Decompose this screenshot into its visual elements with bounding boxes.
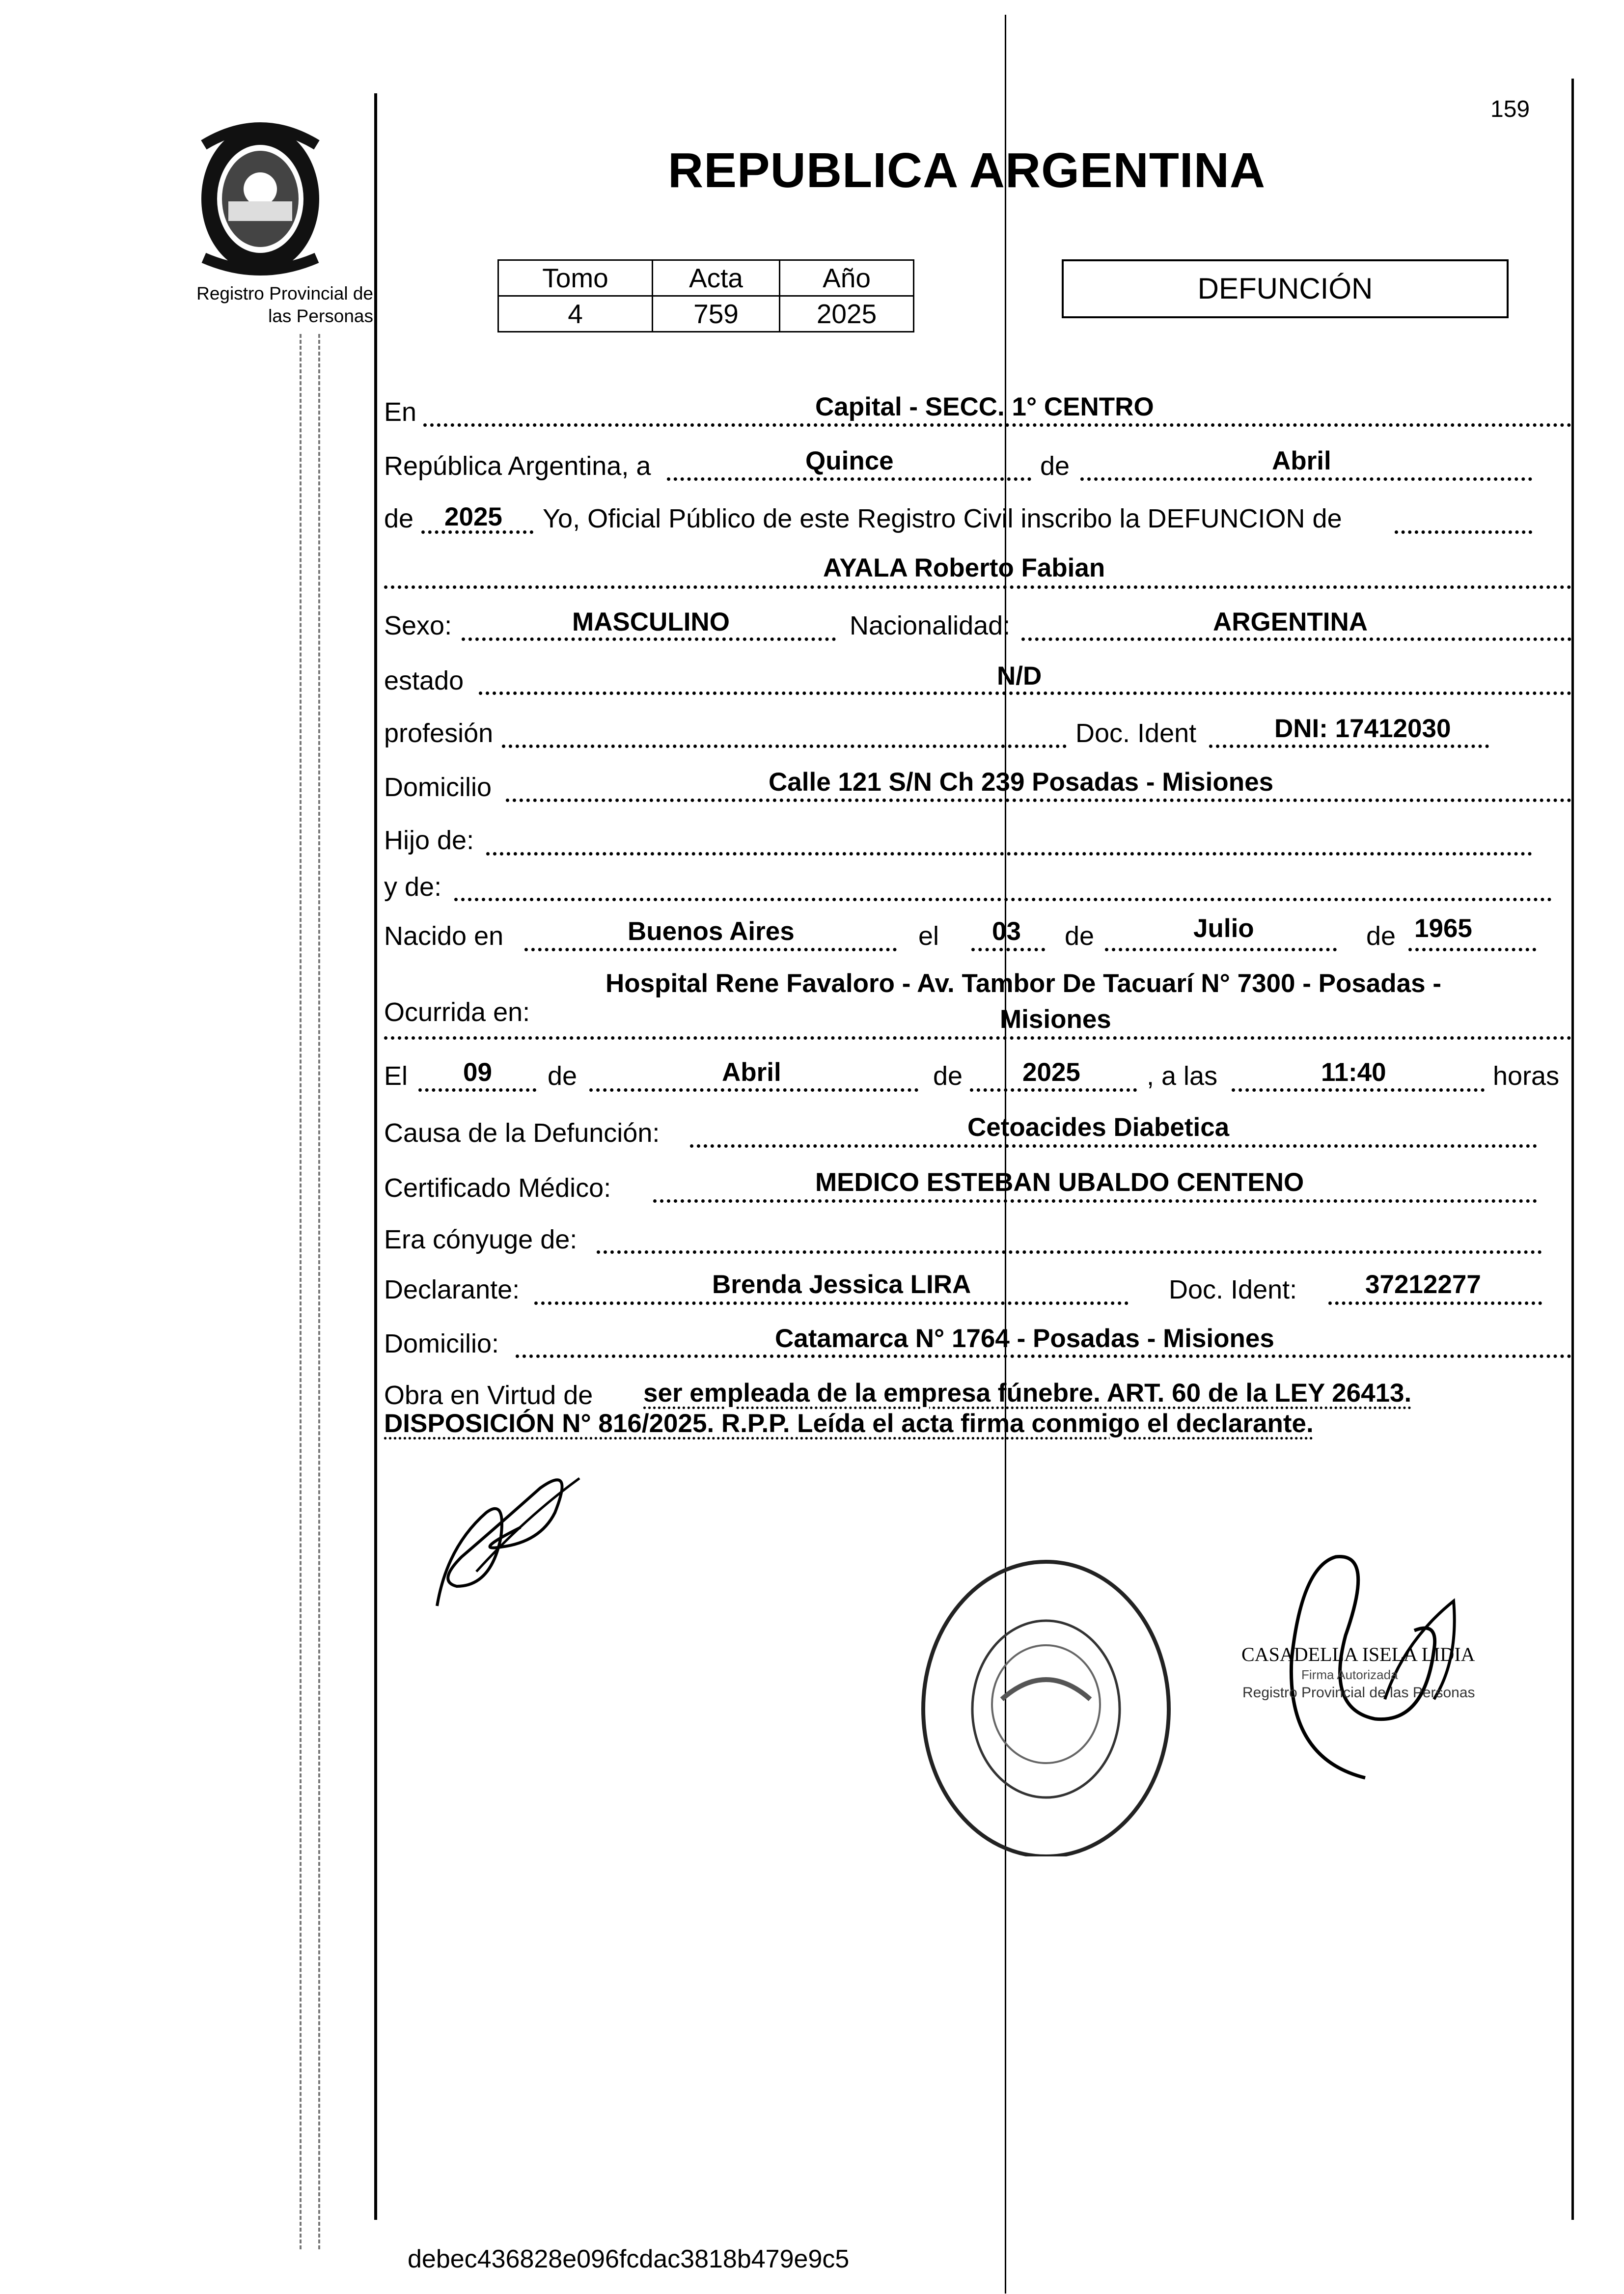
death-day-dotted-line xyxy=(418,1088,536,1092)
death-time-dotted-line xyxy=(1232,1088,1485,1092)
de-label-4: de xyxy=(1366,921,1396,951)
table-value-acta: 759 xyxy=(653,296,780,332)
birth-day-value: 03 xyxy=(992,917,1021,946)
hijo-label: Hijo de: xyxy=(384,826,474,855)
obra-line2: DISPOSICIÓN N° 816/2025. R.P.P. Leída el acta firma conmigo el declarante. xyxy=(384,1409,1314,1438)
conyuge-dotted-line xyxy=(597,1250,1542,1254)
domicilio-dotted-line xyxy=(506,799,1571,802)
estado-value: N/D xyxy=(997,662,1042,691)
causa-value: Cetoacides Diabetica xyxy=(967,1113,1230,1142)
day-dotted-line xyxy=(667,477,1031,481)
right-margin-line xyxy=(1571,79,1574,2220)
domicilio2-label: Domicilio: xyxy=(384,1329,499,1358)
en-label: En xyxy=(384,397,417,427)
signer-name: CASADELLA ISELA LIDIA xyxy=(1241,1643,1475,1665)
doc-dotted-line xyxy=(1209,745,1489,748)
estado-label: estado xyxy=(384,666,464,695)
nacido-label: Nacido en xyxy=(384,921,504,951)
profesion-label: profesión xyxy=(384,719,494,748)
obra-line1: ser empleada de la empresa fúnebre. ART. 60 de la LEY 26413. xyxy=(643,1379,1412,1408)
alas-label: , a las xyxy=(1147,1061,1218,1091)
yde-dotted-line xyxy=(454,898,1552,901)
nacido-dotted-line xyxy=(524,948,897,951)
domicilio2-dotted-line xyxy=(516,1354,1571,1358)
conyuge-label: Era cónyuge de: xyxy=(384,1225,578,1254)
death-time-value: 11:40 xyxy=(1321,1058,1386,1087)
certificado-label: Certificado Médico: xyxy=(384,1173,611,1203)
left-margin-line xyxy=(374,93,377,2220)
ocurrida-dotted-line xyxy=(384,1036,1571,1040)
year-value: 2025 xyxy=(444,502,502,531)
left-dashed-guide-1 xyxy=(300,334,302,2249)
month-dotted-line xyxy=(1080,477,1532,481)
registry-label-line2: las Personas xyxy=(268,306,373,326)
republica-label: República Argentina, a xyxy=(384,451,651,481)
nacionalidad-value: ARGENTINA xyxy=(1213,608,1368,636)
nacido-value: Buenos Aires xyxy=(628,917,795,946)
causa-label: Causa de la Defunción: xyxy=(384,1118,660,1148)
birth-month-dotted-line xyxy=(1105,948,1337,951)
domicilio2-value: Catamarca N° 1764 - Posadas - Misiones xyxy=(775,1324,1274,1353)
doc-label: Doc. Ident xyxy=(1075,719,1197,748)
table-value-row xyxy=(498,296,914,332)
ocurrida-line2: Misiones xyxy=(1000,1005,1111,1034)
en-value: Capital - SECC. 1° CENTRO xyxy=(815,392,1154,421)
death-year-value: 2025 xyxy=(1022,1058,1080,1087)
page-title: REPUBLICA ARGENTINA xyxy=(668,143,1266,198)
certificado-value: MEDICO ESTEBAN UBALDO CENTENO xyxy=(815,1168,1304,1197)
center-fold-line xyxy=(1005,15,1006,2294)
declarante-dotted-line xyxy=(534,1301,1129,1305)
table-value-ano: 2025 xyxy=(780,296,914,332)
table-header-tomo: Tomo xyxy=(498,260,653,296)
sexo-value: MASCULINO xyxy=(572,608,730,636)
tomo-acta-ano-table xyxy=(497,259,914,332)
hijo-dotted-line xyxy=(486,852,1532,856)
table-value-tomo: 4 xyxy=(498,296,653,332)
declarant-signature xyxy=(427,1459,589,1616)
nacionalidad-dotted-line xyxy=(1021,637,1571,641)
death-year-dotted-line xyxy=(970,1088,1137,1092)
nacionalidad-label: Nacionalidad: xyxy=(850,611,1011,640)
de-label-1: de xyxy=(1040,451,1070,481)
birth-day-dotted-line xyxy=(971,948,1045,951)
declarante-label: Declarante: xyxy=(384,1275,520,1304)
name-dotted-line xyxy=(384,585,1571,589)
sexo-label: Sexo: xyxy=(384,611,452,640)
left-dashed-guide-2 xyxy=(318,334,320,2249)
doc-value: DNI: 17412030 xyxy=(1274,714,1451,743)
causa-dotted-line xyxy=(690,1144,1537,1148)
declarante-value: Brenda Jessica LIRA xyxy=(712,1270,971,1299)
ocurrida-line1: Hospital Rene Favaloro - Av. Tambor De Tacuarí N° 7300 - Posadas - xyxy=(606,969,1441,998)
el2-label: El xyxy=(384,1061,408,1091)
decl-doc-value: 37212277 xyxy=(1365,1270,1481,1299)
registry-label xyxy=(147,282,373,328)
en-dotted-line xyxy=(423,423,1571,427)
provincial-seal-emblem xyxy=(194,115,327,277)
de-label-2: de xyxy=(384,504,414,533)
table-header-row xyxy=(498,260,914,296)
day-value: Quince xyxy=(805,446,894,475)
signer-role: Firma Autorizada xyxy=(1301,1667,1398,1682)
certificado-dotted-line xyxy=(653,1199,1537,1203)
domicilio-label: Domicilio xyxy=(384,773,492,802)
el-label: el xyxy=(918,921,939,951)
horas-label: horas xyxy=(1493,1061,1560,1091)
death-day-value: 09 xyxy=(463,1058,492,1087)
act-type-box: DEFUNCIÓN xyxy=(1062,259,1509,318)
table-header-acta: Acta xyxy=(653,260,780,296)
month-value: Abril xyxy=(1272,446,1331,475)
decl-doc-dotted-line xyxy=(1328,1301,1542,1305)
birth-month-value: Julio xyxy=(1193,914,1254,943)
registry-delegation-stamp xyxy=(904,1503,1179,1856)
statement-dotted-line xyxy=(1395,530,1532,534)
birth-year-value: 1965 xyxy=(1414,914,1472,943)
estado-dotted-line xyxy=(479,691,1571,695)
de-label-6: de xyxy=(933,1061,963,1091)
statement-text: Yo, Oficial Público de este Registro Civil inscribo la DEFUNCION de xyxy=(543,504,1342,533)
table-header-ano: Año xyxy=(780,260,914,296)
de-label-5: de xyxy=(548,1061,578,1091)
ocurrida-label: Ocurrida en: xyxy=(384,997,530,1027)
decl-doc-label: Doc. Ident: xyxy=(1169,1275,1297,1304)
profesion-dotted-line xyxy=(502,745,1067,748)
page-number: 159 xyxy=(1490,96,1530,122)
death-month-value: Abril xyxy=(722,1058,781,1087)
death-month-dotted-line xyxy=(589,1088,918,1092)
signer-org: Registro Provincial de las Personas xyxy=(1242,1685,1475,1701)
yde-label: y de: xyxy=(384,872,442,902)
obra-label: Obra en Virtud de xyxy=(384,1381,593,1410)
registry-label-line1: Registro Provincial de xyxy=(196,283,373,304)
deceased-name: AYALA Roberto Fabian xyxy=(823,553,1105,582)
sexo-dotted-line xyxy=(462,637,836,641)
de-label-3: de xyxy=(1065,921,1095,951)
document-hash: debec436828e096fcdac3818b479e9c5 xyxy=(408,2245,850,2273)
birth-year-dotted-line xyxy=(1408,948,1536,951)
domicilio-value: Calle 121 S/N Ch 239 Posadas - Misiones xyxy=(769,768,1274,797)
